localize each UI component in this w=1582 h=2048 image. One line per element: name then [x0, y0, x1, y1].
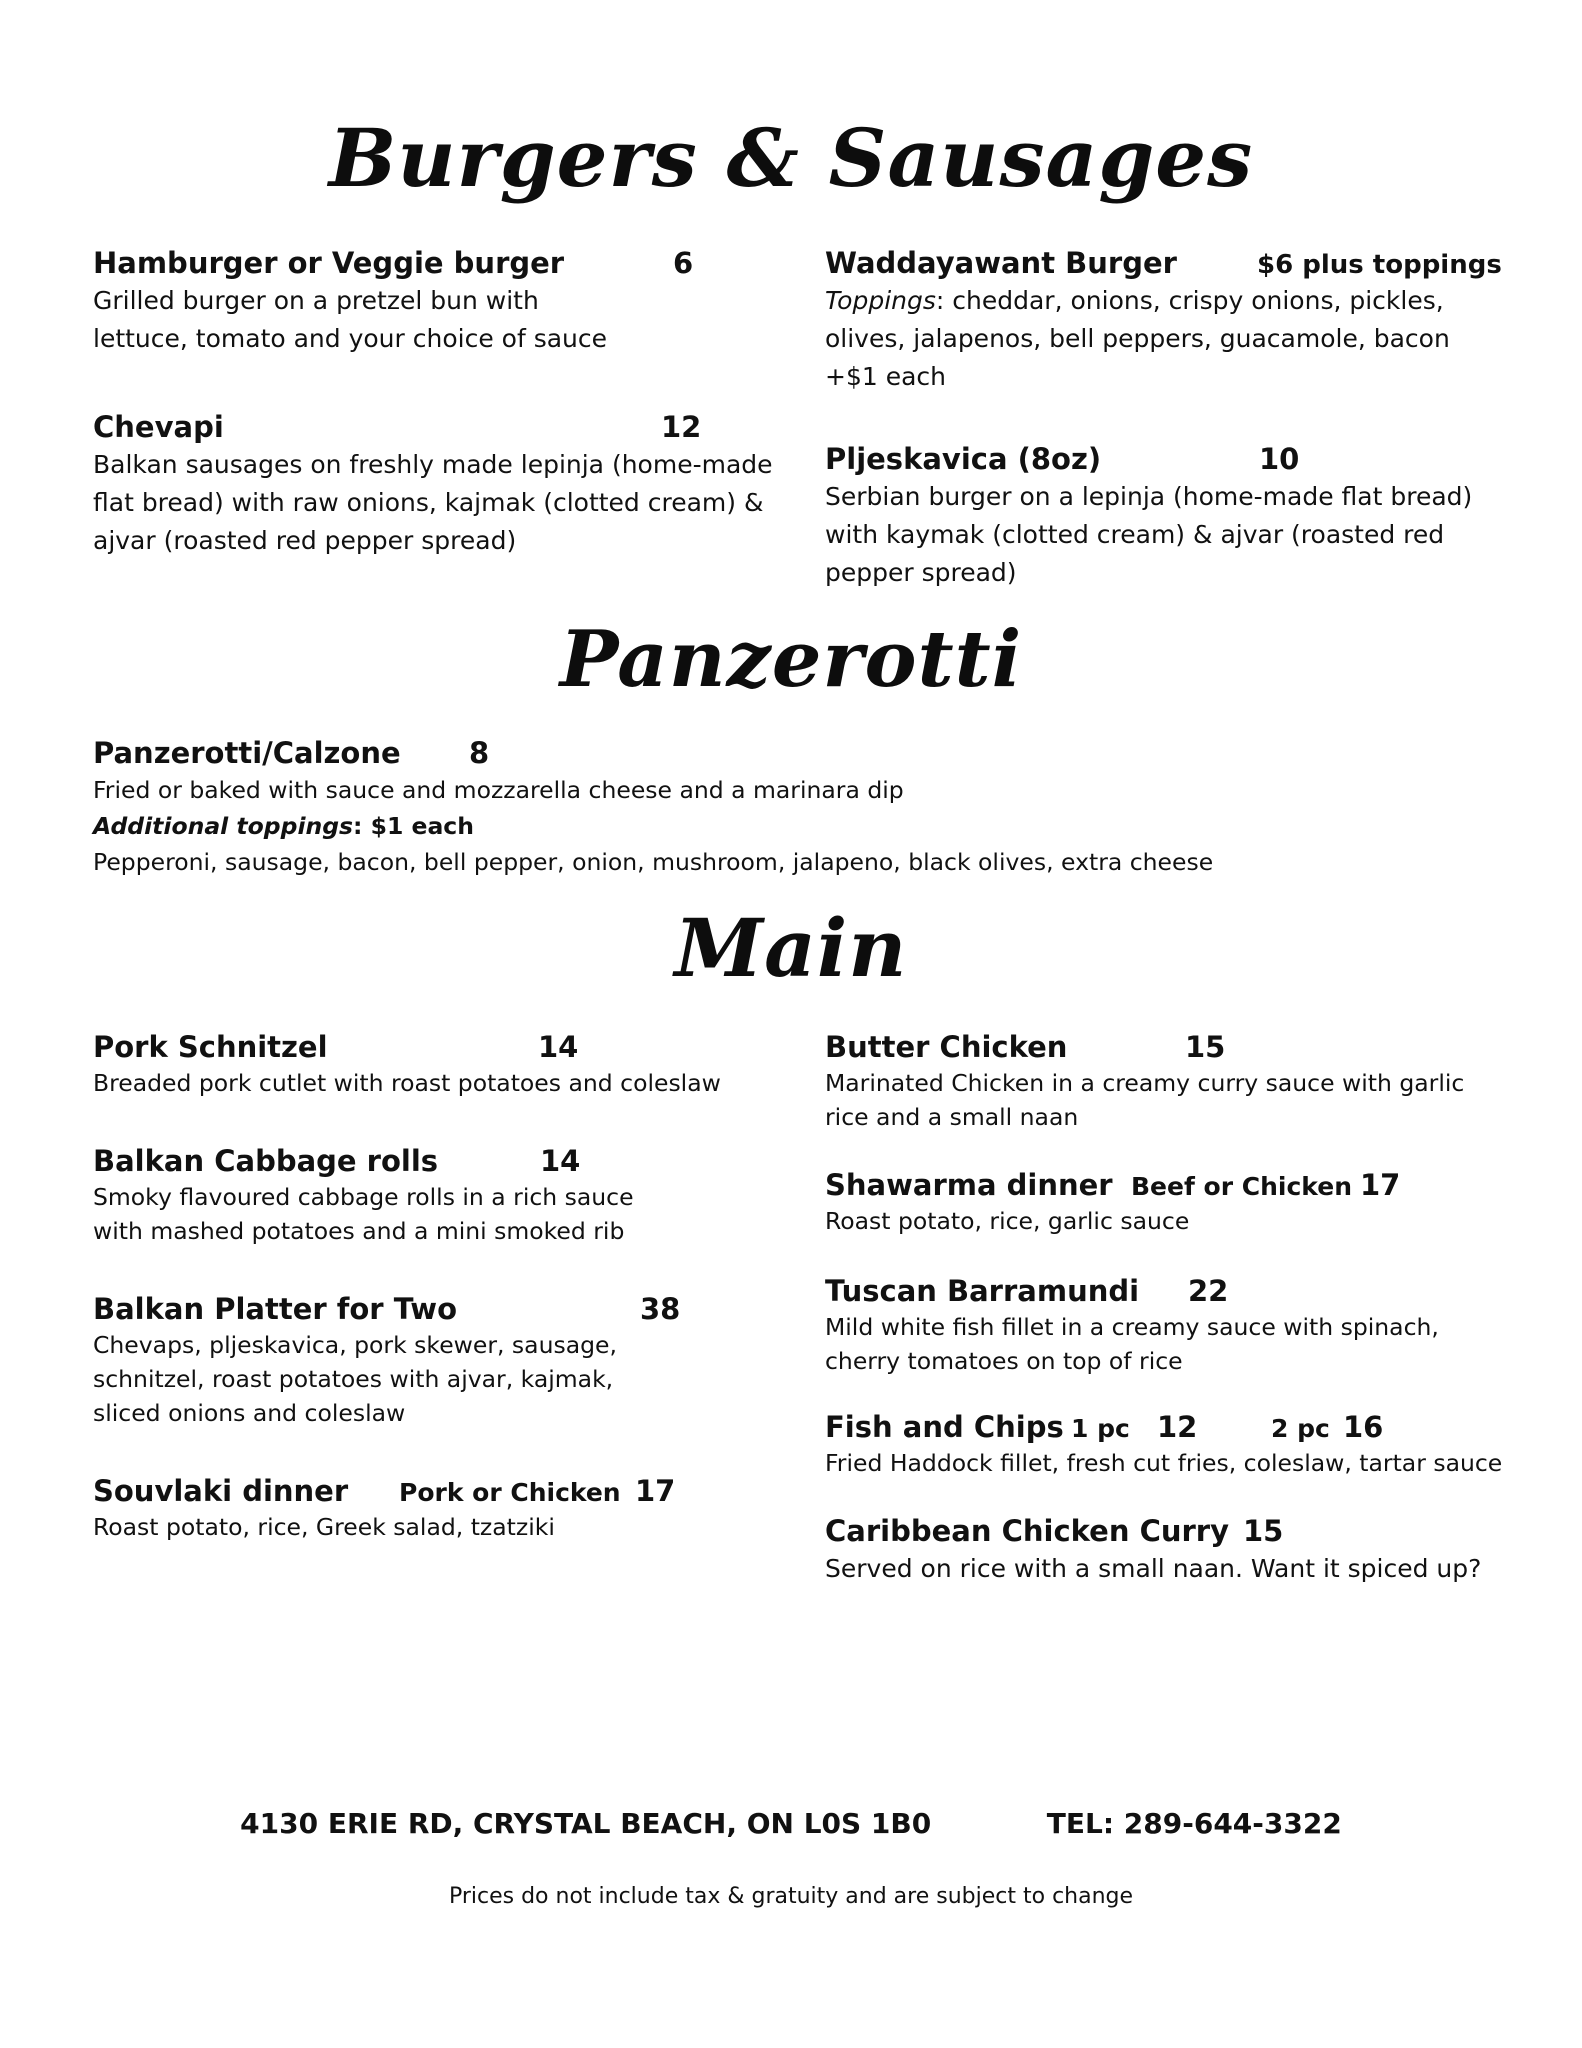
item-name: Waddayawant Burger — [825, 246, 1177, 280]
item-name: Shawarma dinner — [825, 1168, 1113, 1202]
item-price: 12 — [661, 410, 702, 444]
item-description: Fried or baked with sauce and mozzarella cheese and a marinara dip — [93, 776, 904, 804]
item-description: with kaymak (clotted cream) & ajvar (roasted red — [825, 520, 1445, 549]
item-description: cherry tomatoes on top of rice — [825, 1347, 1183, 1375]
item-description: Marinated Chicken in a creamy curry sauce with garlic — [825, 1069, 1465, 1097]
footer-note: Prices do not include tax & gratuity and are subject to change — [448, 1884, 1134, 1909]
item-name: Pljeskavica (8oz) — [825, 442, 1102, 476]
toppings-line — [93, 808, 1493, 844]
item-price: 17 — [635, 1474, 676, 1508]
item-description: flat bread) with raw onions, kajmak (clotted cream) & — [93, 488, 764, 517]
section-title-main: Main — [674, 901, 908, 995]
footer-phone: TEL: 289-644-3322 — [1046, 1807, 1342, 1840]
item-description: Mild white fish fillet in a creamy sauce with spinach, — [825, 1313, 1439, 1341]
item-description: Serbian burger on a lepinja (home-made flat bread) — [825, 482, 1473, 511]
item-description: ajvar (roasted red pepper spread) — [93, 526, 517, 555]
item-description: Grilled burger on a pretzel bun with — [93, 286, 539, 315]
item-description: schnitzel, roast potatoes with ajvar, kajmak, — [93, 1365, 614, 1393]
item-name: Chevapi — [93, 410, 224, 444]
item-name: Balkan Cabbage rolls — [93, 1144, 439, 1178]
item-name: Hamburger or Veggie burger — [93, 246, 565, 280]
menu-item-pork-schnitzel — [93, 1028, 813, 1100]
item-price: 16 — [1343, 1410, 1384, 1444]
footer-address: 4130 ERIE RD, CRYSTAL BEACH, ON L0S 1B0 — [240, 1807, 932, 1840]
item-description: lettuce, tomato and your choice of sauce — [93, 324, 608, 353]
section-title-burgers: Burgers & Sausages — [328, 111, 1254, 205]
item-name: Tuscan Barramundi — [825, 1274, 1140, 1308]
item-price: 14 — [538, 1030, 579, 1064]
item-price: 12 — [1157, 1410, 1198, 1444]
footer-contact — [0, 1806, 1582, 1842]
toppings-price: : $1 each — [353, 812, 474, 840]
item-description: Chevaps, pljeskavica, pork skewer, sausage, — [93, 1331, 617, 1359]
item-price: 22 — [1188, 1274, 1229, 1308]
item-name: Souvlaki dinner — [93, 1474, 349, 1508]
toppings-text: : cheddar, onions, crispy onions, pickles, — [935, 286, 1444, 315]
item-description — [825, 282, 1525, 320]
item-option: 1 pc — [1071, 1414, 1130, 1443]
item-price: 6 — [673, 246, 694, 280]
item-description: Balkan sausages on freshly made lepinja (home-made — [93, 450, 773, 479]
item-description: Roast potato, rice, Greek salad, tzatziki — [93, 1513, 555, 1541]
toppings-label: Additional toppings — [93, 812, 354, 840]
item-description: +$1 each — [825, 362, 946, 391]
menu-item-shawarma-dinner — [825, 1166, 1525, 1238]
item-name: Balkan Platter for Two — [93, 1292, 458, 1326]
item-price: 38 — [640, 1292, 681, 1326]
item-price: 17 — [1360, 1168, 1401, 1202]
menu-item-chevapi — [93, 408, 813, 560]
item-name: Fish and Chips — [825, 1410, 1064, 1444]
item-description: rice and a small naan — [825, 1103, 1079, 1131]
item-description: Roast potato, rice, garlic sauce — [825, 1207, 1190, 1235]
item-price: 8 — [469, 736, 490, 770]
item-name: Pork Schnitzel — [93, 1030, 328, 1064]
item-name: Caribbean Chicken Curry — [825, 1514, 1230, 1548]
menu-item-souvlaki-dinner — [93, 1472, 813, 1544]
item-description: Breaded pork cutlet with roast potatoes and coleslaw — [93, 1069, 721, 1097]
item-price: 10 — [1259, 442, 1300, 476]
menu-item-balkan-platter — [93, 1290, 813, 1430]
item-name: Butter Chicken — [825, 1030, 1068, 1064]
menu-item-hamburger — [93, 244, 773, 358]
menu-item-pljeskavica — [825, 440, 1525, 592]
toppings-label: Toppings — [825, 286, 936, 315]
item-description: sliced onions and coleslaw — [93, 1399, 406, 1427]
item-name: Panzerotti/Calzone — [93, 736, 401, 770]
item-price: 15 — [1185, 1030, 1226, 1064]
item-option: 2 pc — [1271, 1414, 1330, 1443]
item-description: Served on rice with a small naan. Want it spiced up? — [825, 1554, 1482, 1583]
menu-item-fish-and-chips — [825, 1408, 1525, 1480]
menu-item-caribbean-chicken-curry — [825, 1512, 1545, 1588]
item-price: 15 — [1243, 1514, 1284, 1548]
menu-item-tuscan-barramundi — [825, 1272, 1525, 1378]
item-option: Pork or Chicken — [399, 1478, 621, 1507]
item-description: Fried Haddock fillet, fresh cut fries, coleslaw, tartar sauce — [825, 1449, 1503, 1477]
menu-item-butter-chicken — [825, 1028, 1525, 1134]
item-price: $6 plus toppings — [1257, 250, 1502, 280]
menu-item-panzerotti-calzone — [93, 734, 1493, 880]
toppings-list: Pepperoni, sausage, bacon, bell pepper, onion, mushroom, jalapeno, black olives, extra cheese — [93, 848, 1214, 876]
item-option: Beef or Chicken — [1131, 1172, 1352, 1201]
section-title-panzerotti: Panzerotti — [559, 614, 1023, 705]
item-price: 14 — [540, 1144, 581, 1178]
item-description: pepper spread) — [825, 558, 1017, 587]
menu-item-waddayawant-burger — [825, 244, 1525, 396]
menu-item-balkan-cabbage-rolls — [93, 1142, 813, 1248]
item-description: olives, jalapenos, bell peppers, guacamole, bacon — [825, 324, 1450, 353]
item-description: Smoky flavoured cabbage rolls in a rich sauce — [93, 1183, 634, 1211]
item-description: with mashed potatoes and a mini smoked rib — [93, 1217, 625, 1245]
